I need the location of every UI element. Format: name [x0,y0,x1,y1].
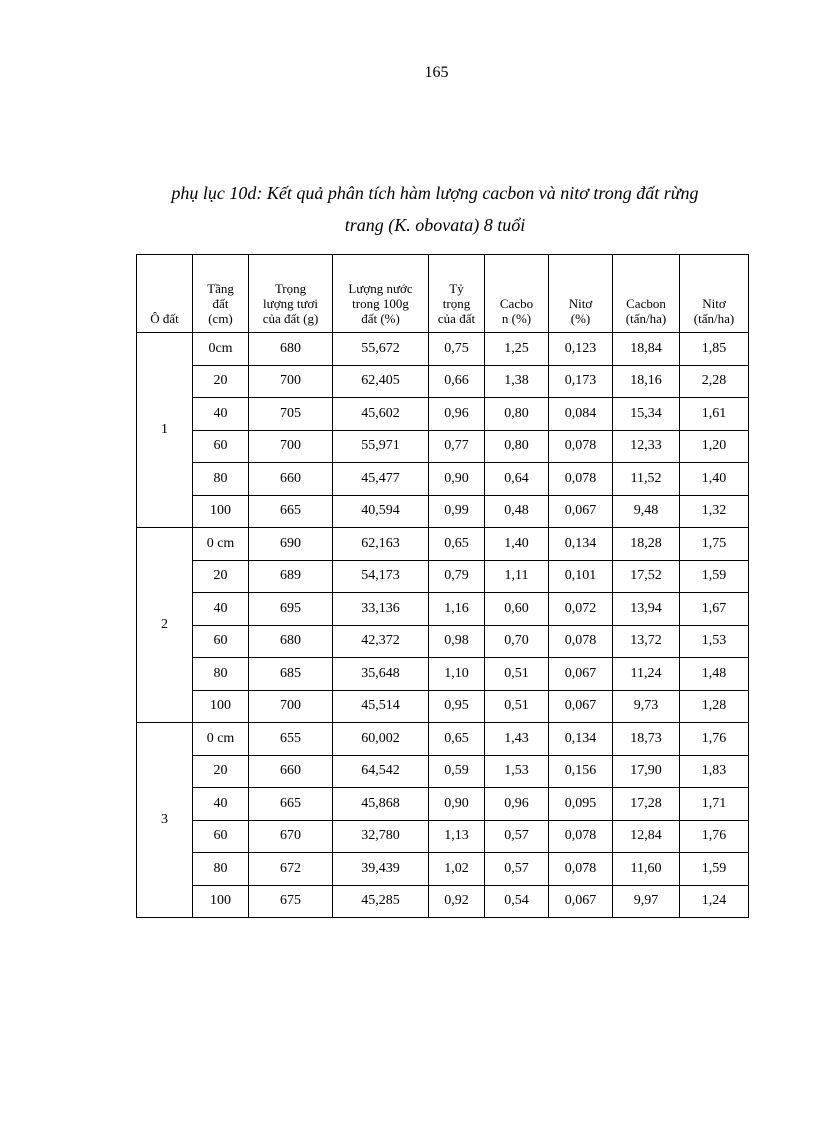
table-cell: 0,067 [549,885,613,918]
table-cell: 18,16 [613,365,680,398]
table-cell: 0,65 [429,723,485,756]
table-cell: 11,24 [613,658,680,691]
table-row [137,398,749,431]
table-cell: 1,11 [485,560,549,593]
column-header: Tầng đất (cm) [193,255,249,333]
table-cell: 0,101 [549,560,613,593]
table-cell: 45,477 [333,463,429,496]
column-header: Tỷ trọng của đất [429,255,485,333]
table-cell: 1,53 [680,625,749,658]
table-cell: 100 [193,885,249,918]
table-cell: 1,53 [485,755,549,788]
table-cell: 18,73 [613,723,680,756]
table-cell: 0,96 [429,398,485,431]
table-cell: 1,61 [680,398,749,431]
table-cell: 1,10 [429,658,485,691]
table-cell: 45,602 [333,398,429,431]
table-row [137,528,749,561]
table-cell: 0,57 [485,820,549,853]
table-cell: 60 [193,430,249,463]
table-cell: 689 [249,560,333,593]
table-cell: 1,28 [680,690,749,723]
table-cell: 45,285 [333,885,429,918]
table-cell: 12,84 [613,820,680,853]
header-row [137,255,749,333]
table-cell: 20 [193,755,249,788]
table-cell: 60 [193,625,249,658]
table-cell: 1,83 [680,755,749,788]
table-cell: 675 [249,885,333,918]
table-cell: 670 [249,820,333,853]
table-cell: 0,90 [429,463,485,496]
plot-number-cell: 3 [137,723,193,918]
table-cell: 1,43 [485,723,549,756]
table-row [137,690,749,723]
plot-number-cell: 2 [137,528,193,723]
table-cell: 45,868 [333,788,429,821]
table-cell: 0,067 [549,658,613,691]
table-cell: 54,173 [333,560,429,593]
table-cell: 0,48 [485,495,549,528]
table-cell: 18,84 [613,333,680,366]
table-cell: 33,136 [333,593,429,626]
table-cell: 9,48 [613,495,680,528]
table-cell: 0,77 [429,430,485,463]
table-title-line-1: phụ lục 10d: Kết quả phân tích hàm lượng cacbon và nitơ trong đất rừng [171,183,699,203]
table-cell: 0,64 [485,463,549,496]
table-cell: 0,51 [485,658,549,691]
table-row [137,658,749,691]
table-title-line-2: trang (K. obovata) 8 tuổi [344,215,526,235]
table-cell: 1,67 [680,593,749,626]
table-cell: 0,99 [429,495,485,528]
table-row [137,885,749,918]
column-header: Nitơ (tấn/ha) [680,255,749,333]
table-row [137,365,749,398]
table-cell: 0,173 [549,365,613,398]
table-cell: 64,542 [333,755,429,788]
table-row [137,560,749,593]
table-cell: 0,123 [549,333,613,366]
table-cell: 695 [249,593,333,626]
table-row [137,593,749,626]
table-cell: 40 [193,788,249,821]
table-cell: 660 [249,463,333,496]
table-cell: 55,672 [333,333,429,366]
table-cell: 1,75 [680,528,749,561]
table-cell: 1,24 [680,885,749,918]
table-cell: 0,134 [549,723,613,756]
table-cell: 1,20 [680,430,749,463]
table-cell: 80 [193,658,249,691]
table-cell: 0,067 [549,690,613,723]
table-cell: 700 [249,690,333,723]
table-cell: 1,48 [680,658,749,691]
table-cell: 0,98 [429,625,485,658]
table-cell: 0,90 [429,788,485,821]
table-cell: 80 [193,853,249,886]
table-cell: 100 [193,495,249,528]
table-cell: 62,405 [333,365,429,398]
table-cell: 700 [249,430,333,463]
table-row [137,495,749,528]
table-row [137,788,749,821]
table-cell: 0,084 [549,398,613,431]
soil-analysis-table [136,254,749,918]
table-cell: 2,28 [680,365,749,398]
table-cell: 20 [193,365,249,398]
table-cell: 9,97 [613,885,680,918]
page-number: 165 [424,64,449,81]
table-cell: 1,71 [680,788,749,821]
table-cell: 0,134 [549,528,613,561]
table-cell: 655 [249,723,333,756]
table-cell: 39,439 [333,853,429,886]
plot-number-cell: 1 [137,333,193,528]
table-cell: 1,16 [429,593,485,626]
table-cell: 0,078 [549,820,613,853]
table-row [137,853,749,886]
table-cell: 0,078 [549,463,613,496]
table-cell: 672 [249,853,333,886]
table-cell: 1,32 [680,495,749,528]
table-cell: 1,40 [485,528,549,561]
table-cell: 700 [249,365,333,398]
table-body [137,333,749,918]
table-cell: 13,94 [613,593,680,626]
table-cell: 62,163 [333,528,429,561]
table-cell: 20 [193,560,249,593]
table-cell: 1,85 [680,333,749,366]
table-cell: 0,65 [429,528,485,561]
table-cell: 12,33 [613,430,680,463]
table-cell: 1,76 [680,723,749,756]
table-cell: 0,57 [485,853,549,886]
table-cell: 15,34 [613,398,680,431]
table-row [137,755,749,788]
column-header: Nitơ (%) [549,255,613,333]
table-cell: 35,648 [333,658,429,691]
table-cell: 55,971 [333,430,429,463]
table-cell: 660 [249,755,333,788]
table-cell: 665 [249,788,333,821]
table-row [137,430,749,463]
table-cell: 0,60 [485,593,549,626]
table-cell: 45,514 [333,690,429,723]
column-header: Cacbo n (%) [485,255,549,333]
table-cell: 40,594 [333,495,429,528]
table-cell: 42,372 [333,625,429,658]
table-cell: 1,59 [680,560,749,593]
table-cell: 1,59 [680,853,749,886]
table-cell: 40 [193,398,249,431]
table-cell: 13,72 [613,625,680,658]
table-cell: 0,96 [485,788,549,821]
table-cell: 1,13 [429,820,485,853]
table-cell: 9,73 [613,690,680,723]
table-row [137,333,749,366]
table-cell: 17,28 [613,788,680,821]
column-header: Lượng nước trong 100g đất (%) [333,255,429,333]
table-cell: 0,59 [429,755,485,788]
table-cell: 0,072 [549,593,613,626]
table-cell: 690 [249,528,333,561]
table-cell: 0,078 [549,625,613,658]
table-cell: 80 [193,463,249,496]
table-cell: 665 [249,495,333,528]
table-cell: 1,76 [680,820,749,853]
table-cell: 32,780 [333,820,429,853]
table-cell: 60,002 [333,723,429,756]
table-cell: 60 [193,820,249,853]
column-header: Trọng lượng tươi của đất (g) [249,255,333,333]
table-row [137,723,749,756]
column-header: Ô đất [137,255,193,333]
table-cell: 1,25 [485,333,549,366]
table-cell: 0,75 [429,333,485,366]
table-cell: 100 [193,690,249,723]
column-header: Cacbon (tấn/ha) [613,255,680,333]
table-cell: 0,078 [549,430,613,463]
table-row [137,625,749,658]
table-cell: 0,70 [485,625,549,658]
table-cell: 0 cm [193,528,249,561]
table-cell: 0,80 [485,398,549,431]
table-cell: 0,156 [549,755,613,788]
table-cell: 11,60 [613,853,680,886]
table-cell: 0,79 [429,560,485,593]
table-cell: 17,52 [613,560,680,593]
table-cell: 685 [249,658,333,691]
table-cell: 0,51 [485,690,549,723]
table-cell: 0,54 [485,885,549,918]
table-cell: 0,95 [429,690,485,723]
table-cell: 705 [249,398,333,431]
table-cell: 18,28 [613,528,680,561]
table-row [137,820,749,853]
table-cell: 17,90 [613,755,680,788]
table-cell: 1,40 [680,463,749,496]
table-row [137,463,749,496]
table-cell: 0 cm [193,723,249,756]
table-cell: 1,02 [429,853,485,886]
table-cell: 40 [193,593,249,626]
table-cell: 0cm [193,333,249,366]
table-cell: 0,66 [429,365,485,398]
table-cell: 0,095 [549,788,613,821]
table-cell: 0,92 [429,885,485,918]
table-cell: 11,52 [613,463,680,496]
table-cell: 0,80 [485,430,549,463]
table-cell: 0,067 [549,495,613,528]
table-cell: 0,078 [549,853,613,886]
table-cell: 1,38 [485,365,549,398]
table-cell: 680 [249,625,333,658]
table-cell: 680 [249,333,333,366]
